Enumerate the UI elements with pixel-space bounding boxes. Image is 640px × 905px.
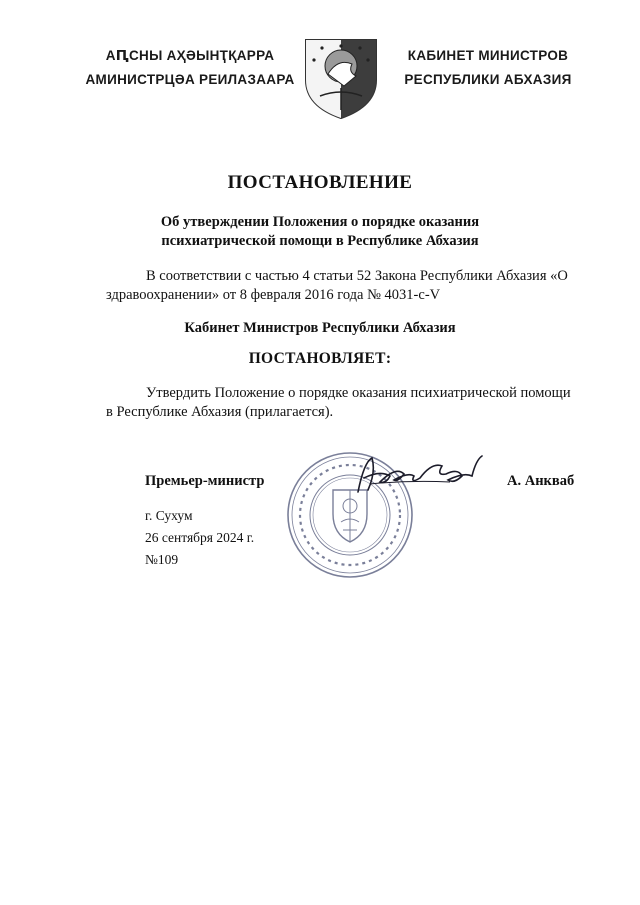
body-line2: в Республике Абхазия (прилагается). (106, 404, 334, 420)
signatory-position: Премьер-министр (145, 473, 265, 489)
basis-line2: здравоохранении» от 8 февраля 2016 года № 4031-с-V (106, 287, 441, 303)
body-line1: Утвердить Положение о порядке оказания психиатрической помощи (146, 385, 571, 401)
subject-line2: психиатрической помощи в Республике Абхазия (161, 233, 479, 249)
handwritten-signature-icon (350, 452, 490, 500)
header-left-line1: АԤСНЫ АҲӘЫНҬҚАРРА (105, 48, 275, 63)
document-subject (0, 213, 640, 251)
decree-body-paragraph (106, 384, 598, 422)
document-number: №109 (145, 552, 179, 567)
place-of-issue: г. Сухум (145, 508, 193, 523)
header-right-line2: РЕСПУБЛИКИ АБХАЗИЯ (404, 72, 572, 87)
decree-word: ПОСТАНОВЛЯЕТ: (248, 350, 392, 367)
issue-date: 26 сентября 2024 г. (145, 530, 255, 545)
coat-of-arms-icon (300, 36, 382, 120)
issuer-line: Кабинет Министров Республики Абхазия (184, 320, 456, 336)
signatory-name: А. Анкваб (507, 473, 575, 489)
header-right-russian (388, 44, 588, 92)
header-right-line1: КАБИНЕТ МИНИСТРОВ (407, 48, 569, 63)
header-left-abkhaz (80, 44, 300, 92)
document-title: ПОСТАНОВЛЕНИЕ (227, 172, 413, 193)
subject-line1: Об утверждении Положения о порядке оказания (160, 214, 480, 230)
basis-line1: В соответствии с частью 4 статьи 52 Закона Республики Абхазия «О (146, 268, 568, 284)
header-left-line2: АМИНИСТРЦӘА РЕИЛАЗААРА (85, 72, 295, 87)
legal-basis-paragraph (106, 267, 598, 305)
